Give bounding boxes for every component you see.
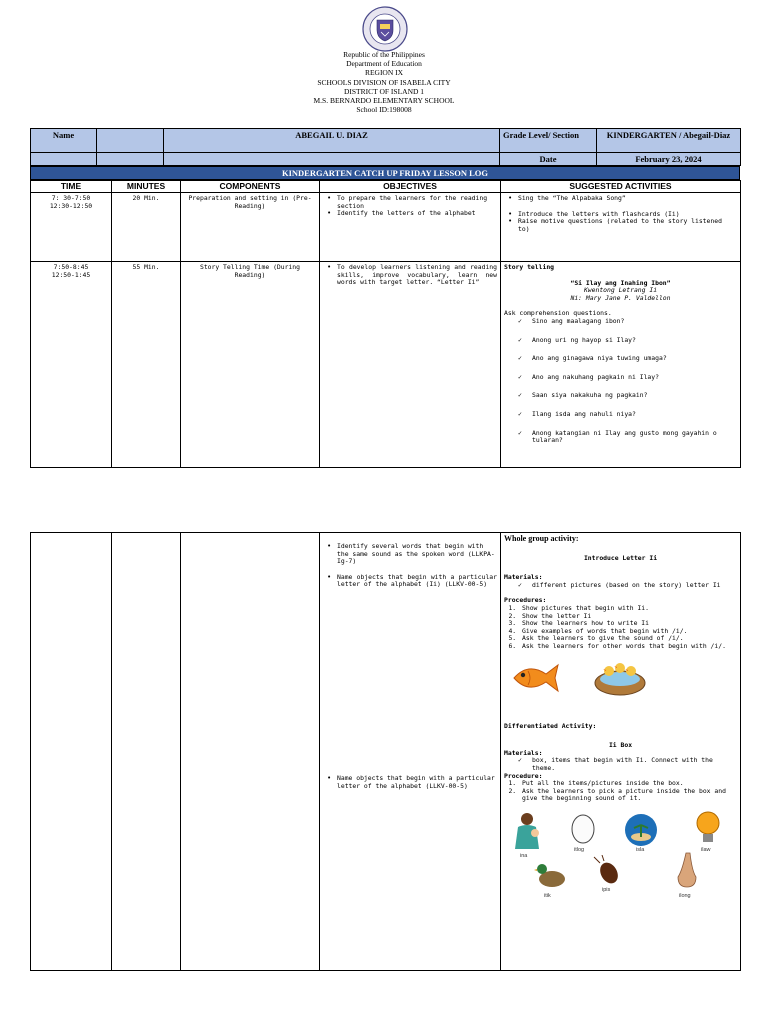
picture-label: itlog xyxy=(574,846,585,853)
objective-item: • To develop learners listening and reading skills, improve vocabulary, learn new words with target letter. “Letter Ii” xyxy=(323,264,497,287)
fish-icon xyxy=(510,661,564,695)
material-item: ✓ different pictures (based on the story) letter Ii xyxy=(518,582,737,590)
procedure-item: 2. Ask the learners to pick a picture inside the box and give the beginning sound of it. xyxy=(520,788,737,803)
ii-picture-cards xyxy=(504,809,737,903)
letterhead-line: School ID:198008 xyxy=(356,105,412,115)
question-item: ✓ Saan siya nakakuha ng pagkain? xyxy=(518,392,737,400)
duck-icon xyxy=(534,859,568,891)
activity-item: • Sing the “The Alpabaka Song” xyxy=(504,195,737,203)
activity-item: • Introduce the letters with flashcards (Ii) xyxy=(504,211,737,219)
row2-minutes: 55 Min. xyxy=(112,262,181,468)
letterhead-line: M.S. BERNARDO ELEMENTARY SCHOOL xyxy=(313,96,455,106)
question-item: ✓ Ilang isda ang nahuli niya? xyxy=(518,411,737,419)
lesson-log-table-continued xyxy=(30,532,741,971)
whole-group-heading: Whole group activity: xyxy=(504,534,579,543)
objective-item: • To prepare the learners for the reading section xyxy=(323,195,497,210)
procedure-item: 3. Show the learners how to write Ii xyxy=(520,620,737,628)
row1-activities xyxy=(501,193,741,262)
objective-item: • Name objects that begin with a particular letter of the alphabet (LLKV-00-5) xyxy=(323,775,497,790)
picture-label: ilong xyxy=(679,892,691,899)
mother-icon xyxy=(510,811,544,855)
procedure-label: Procedure: xyxy=(504,771,543,780)
question-item: ✓ Sino ang maalagang ibon? xyxy=(518,318,737,326)
picture-label: ilaw xyxy=(701,846,711,853)
header-components: COMPONENTS xyxy=(181,181,320,193)
deped-seal-logo xyxy=(357,6,413,52)
activity-item: • Raise motive questions (related to the story listened to) xyxy=(504,218,737,233)
island-icon xyxy=(624,813,658,847)
materials-label-2: Materials: xyxy=(504,748,543,757)
name-label: Name xyxy=(31,129,97,153)
procedure-item: 1. Put all the items/pictures inside the box. xyxy=(520,780,737,788)
letterhead-line: Republic of the Philippines xyxy=(343,50,425,59)
row1-time xyxy=(31,193,112,262)
row2-activities xyxy=(501,262,741,468)
procedure-item: 6. Ask the learners for other words that begin with /i/. xyxy=(520,643,737,651)
header-time: TIME xyxy=(31,181,112,193)
time-start: 7: 30-7:50 xyxy=(51,194,91,202)
bird-nest-icon xyxy=(592,657,648,697)
story-subtitle: Kwentong Letrang Ii xyxy=(583,286,658,295)
row2-objectives xyxy=(320,262,501,468)
story-pictures xyxy=(504,655,737,699)
procedure-item: 5. Ask the learners to give the sound of /i/. xyxy=(520,635,737,643)
ask-questions-label: Ask comprehension questions. xyxy=(504,309,612,318)
time-end: 12:30-12:50 xyxy=(49,201,93,210)
time-end: 12:50-1:45 xyxy=(51,270,91,279)
header-minutes: MINUTES xyxy=(112,181,181,193)
materials-label: Materials: xyxy=(504,573,543,582)
header-objectives: OBJECTIVES xyxy=(320,181,501,193)
story-author: Ni: Mary Jane P. Valdellon xyxy=(570,293,671,302)
procedure-item: 4. Give examples of words that begin with /i/. xyxy=(520,628,737,636)
lesson-log-table xyxy=(30,180,741,468)
light-bulb-icon xyxy=(694,809,722,847)
grade-value: KINDERGARTEN / Abegail-Diaz xyxy=(597,129,741,153)
row1-component: Preparation and setting in (Pre-Reading) xyxy=(181,193,320,262)
time-start: 7:50-8:45 xyxy=(53,263,89,271)
row2-time xyxy=(31,262,112,468)
objective-item: • Identify several words that begin with the same sound as the spoken word (LLKPA-Ig-7) xyxy=(323,543,497,566)
cockroach-icon xyxy=(592,855,626,887)
grade-label: Grade Level/ Section xyxy=(500,129,597,153)
date-value: February 23, 2024 xyxy=(597,153,741,166)
letterhead-line: DISTRICT OF ISLAND 1 xyxy=(343,86,425,96)
name-value: ABEGAIL U. DIAZ xyxy=(164,129,500,153)
question-item: ✓ Ano ang nakuhang pagkain ni Ilay? xyxy=(518,374,737,382)
page2-objectives xyxy=(320,533,501,971)
row1-objectives xyxy=(320,193,501,262)
question-item: ✓ Anong uri ng hayop si Ilay? xyxy=(518,337,737,345)
story-heading: Story telling xyxy=(504,263,555,271)
question-item: ✓ Anong katangian ni Ilay ang gusto mong gayahin o tularan? xyxy=(518,430,737,445)
egg-icon xyxy=(569,811,597,845)
letterhead-line: SCHOOLS DIVISION OF ISABELA CITY xyxy=(317,77,451,87)
date-label: Date xyxy=(500,153,597,166)
objective-item: • Name objects that begin with a particular letter of the alphabet (Ii) (LLKV-00-5) xyxy=(323,574,497,589)
header-activities: SUGGESTED ACTIVITIES xyxy=(501,181,741,193)
procedure-item: 2. Show the letter Ii xyxy=(520,613,737,621)
procedures-label: Procedures: xyxy=(504,596,547,605)
letterhead-line: REGION IX xyxy=(364,68,404,78)
box-title: Ii Box xyxy=(608,741,633,750)
lesson-log-title: KINDERGARTEN CATCH UP FRIDAY LESSON LOG xyxy=(30,166,740,180)
intro-title: Introduce Letter Ii xyxy=(583,553,658,562)
row1-minutes: 20 Min. xyxy=(112,193,181,262)
material-item: ✓ box, items that begin with Ii. Connect with the theme. xyxy=(518,757,737,772)
nose-icon xyxy=(674,851,700,891)
picture-label: ipis xyxy=(602,886,611,893)
picture-label: ina xyxy=(520,852,528,859)
info-table xyxy=(30,128,741,166)
page2-activities xyxy=(501,533,741,971)
procedure-item: 1. Show pictures that begin with Ii. xyxy=(520,605,737,613)
picture-label: itik xyxy=(544,892,551,899)
letterhead xyxy=(234,50,534,114)
row2-component: Story Telling Time (During Reading) xyxy=(181,262,320,468)
picture-label: isla xyxy=(636,846,645,853)
differentiated-label: Differentiated Activity: xyxy=(504,721,597,730)
story-title: “Si Ilay ang Inahing Ibon” xyxy=(570,278,671,287)
question-item: ✓ Ano ang ginagawa niya tuwing umaga? xyxy=(518,355,737,363)
letterhead-line: Department of Education xyxy=(346,59,422,69)
objective-item: • Identify the letters of the alphabet xyxy=(323,210,497,218)
